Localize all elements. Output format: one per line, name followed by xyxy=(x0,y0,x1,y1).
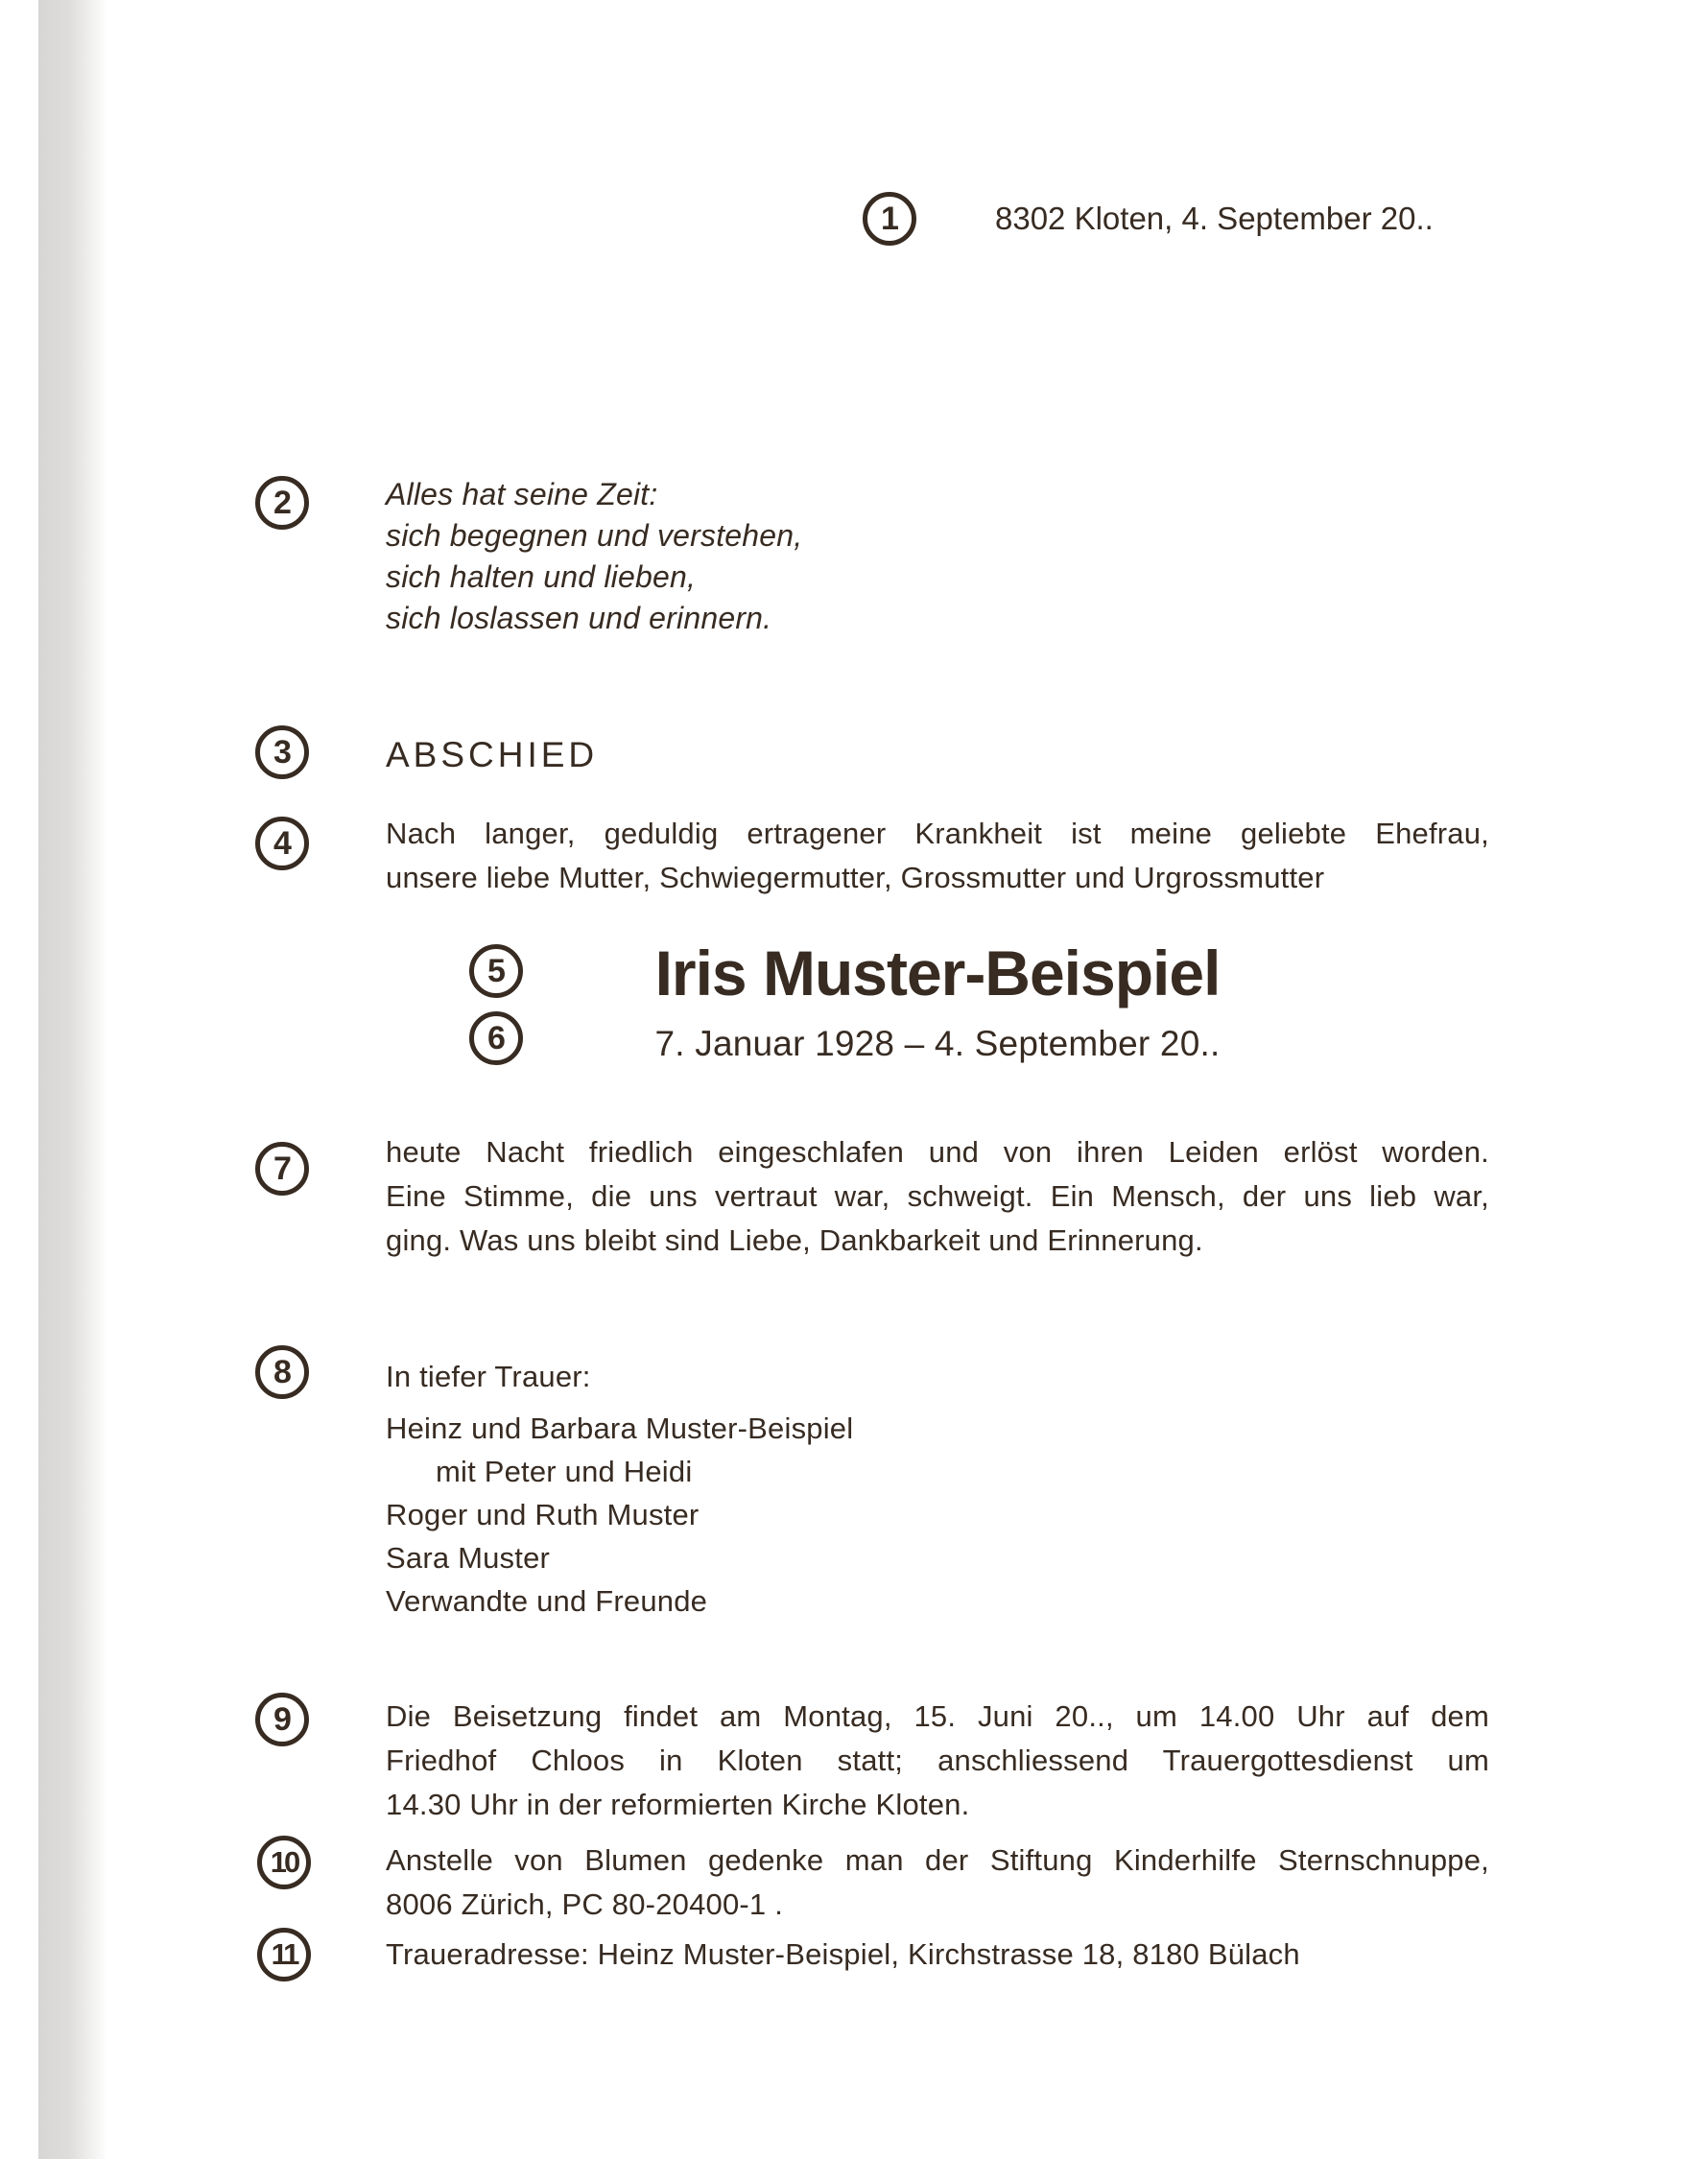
passing-block xyxy=(386,1130,1489,1263)
intro-block xyxy=(386,812,1489,900)
mourner-line: Sara Muster xyxy=(386,1541,551,1575)
mourner-line: Verwandte und Freunde xyxy=(386,1584,708,1618)
mourners-list xyxy=(386,1407,1489,1623)
marker-number: 3 xyxy=(273,733,291,771)
marker-number: 4 xyxy=(273,824,291,862)
annotation-marker-7 xyxy=(255,1142,309,1196)
annotation-marker-4 xyxy=(255,817,309,870)
marker-number: 11 xyxy=(271,1937,297,1971)
annotation-marker-1 xyxy=(863,192,916,246)
passing-line: Eine Stimme, die uns vertraut war, schweigt. Ein Mensch, der uns lieb war, xyxy=(386,1179,1489,1213)
donation-line: 8006 Zürich, PC 80-20400-1 . xyxy=(386,1887,784,1921)
marker-number: 8 xyxy=(273,1353,291,1390)
marker-number: 7 xyxy=(273,1150,291,1187)
funeral-line: Friedhof Chloos in Kloten statt; anschliessend Trauergottesdienst um xyxy=(386,1744,1489,1777)
passing-line: heute Nacht friedlich eingeschlafen und von ihren Leiden erlöst worden. xyxy=(386,1135,1489,1169)
dateline-text: 8302 Kloten, 4. September 20.. xyxy=(995,201,1434,236)
deceased-name: Iris Muster-Beispiel xyxy=(654,937,1221,1008)
marker-number: 6 xyxy=(487,1019,505,1056)
passing-line: ging. Was uns bleibt sind Liebe, Dankbarkeit und Erinnerung. xyxy=(386,1223,1203,1257)
annotation-marker-9 xyxy=(255,1693,309,1746)
marker-number: 1 xyxy=(881,200,898,237)
annotation-marker-10 xyxy=(257,1836,311,1889)
verse-line: sich halten und lieben, xyxy=(386,559,697,594)
life-dates: 7. Januar 1928 – 4. September 20.. xyxy=(654,1024,1221,1063)
marker-number: 2 xyxy=(273,484,291,521)
marker-number: 10 xyxy=(270,1845,298,1879)
funeral-block xyxy=(386,1695,1489,1827)
annotation-marker-8 xyxy=(255,1345,309,1399)
annotation-marker-11 xyxy=(257,1928,311,1981)
funeral-line: 14.30 Uhr in der reformierten Kirche Kloten. xyxy=(386,1788,970,1821)
marker-number: 9 xyxy=(273,1700,291,1738)
verse-line: sich loslassen und erinnern. xyxy=(386,601,772,635)
verse-line: Alles hat seine Zeit: xyxy=(386,477,658,511)
annotation-marker-2 xyxy=(255,476,309,530)
donations-block xyxy=(386,1839,1489,1927)
mourner-line: Roger und Ruth Muster xyxy=(386,1498,700,1531)
marker-number: 5 xyxy=(487,952,505,989)
annotation-marker-3 xyxy=(255,725,309,779)
mourner-line: mit Peter und Heidi xyxy=(436,1455,693,1488)
page-edge-shadow xyxy=(38,0,107,2159)
mourner-line: Heinz und Barbara Muster-Beispiel xyxy=(386,1412,854,1445)
donation-line: Anstelle von Blumen gedenke man der Stiftung Kinderhilfe Sternschnuppe, xyxy=(386,1843,1489,1877)
obituary-title: ABSCHIED xyxy=(386,735,599,774)
mourning-address: Traueradresse: Heinz Muster-Beispiel, Kirchstrasse 18, 8180 Bülach xyxy=(386,1937,1300,1971)
intro-line: Nach langer, geduldig ertragener Krankheit ist meine geliebte Ehefrau, xyxy=(386,817,1489,850)
intro-line: unsere liebe Mutter, Schwiegermutter, Grossmutter und Urgrossmutter xyxy=(386,861,1325,894)
funeral-line: Die Beisetzung findet am Montag, 15. Juni 20.., um 14.00 Uhr auf dem xyxy=(386,1699,1489,1733)
verse-line: sich begegnen und verstehen, xyxy=(386,518,803,553)
verse-block xyxy=(386,474,1489,639)
mourners-heading: In tiefer Trauer: xyxy=(386,1360,591,1393)
